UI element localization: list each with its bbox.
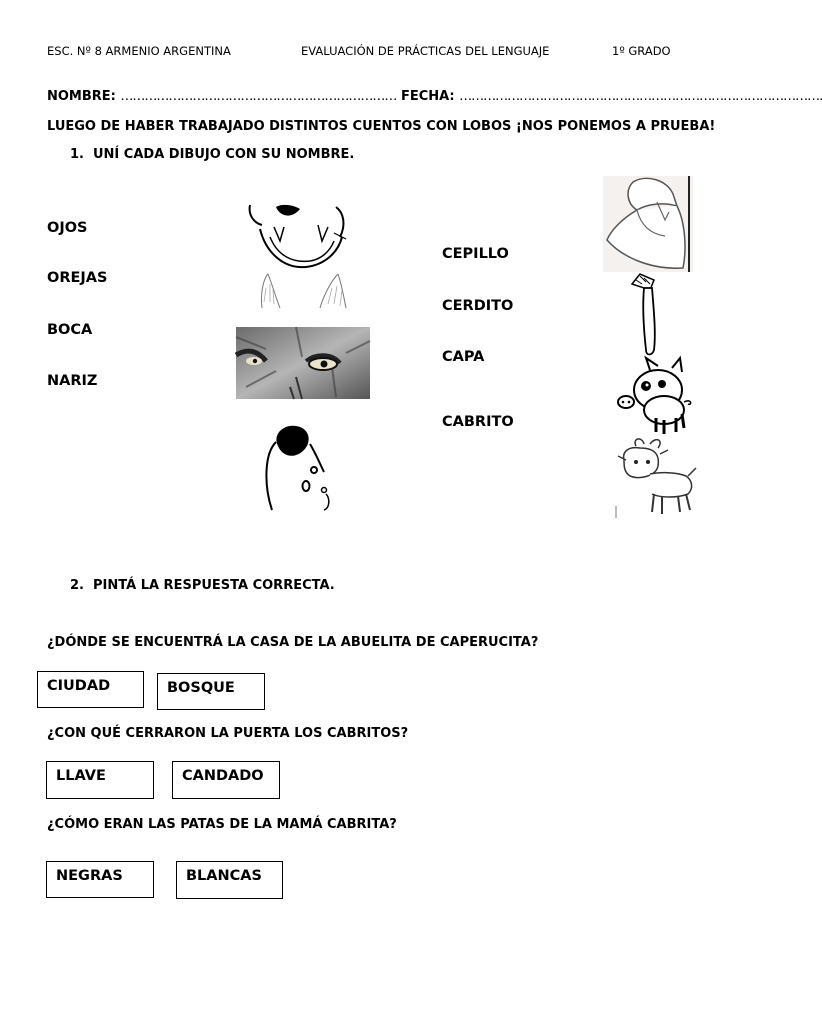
option-label: BOSQUE — [167, 680, 235, 696]
wolf-mouth-drawing — [248, 203, 350, 271]
question-3: ¿CÓMO ERAN LAS PATAS DE LA MAMÁ CABRITA? — [47, 817, 397, 832]
piglet-drawing — [616, 358, 698, 436]
option-label: NEGRAS — [56, 868, 123, 884]
exercise1-number: 1. — [70, 147, 84, 162]
option-label: LLAVE — [56, 768, 106, 784]
question-2: ¿CON QUÉ CERRARON LA PUERTA LOS CABRITOS? — [47, 726, 409, 741]
word-orejas: OREJAS — [47, 270, 108, 286]
word-cerdito: CERDITO — [442, 298, 514, 314]
name-line — [47, 89, 822, 104]
hood-cape-drawing — [603, 176, 693, 272]
option-label: BLANCAS — [186, 868, 262, 884]
wolf-eyes-photo — [236, 327, 370, 399]
subject-title: EVALUACIÓN DE PRÁCTICAS DEL LENGUAJE — [301, 44, 550, 58]
answer-option-bosque[interactable] — [157, 673, 265, 710]
date-dots: ………………………………………………………………………………. — [459, 89, 822, 104]
goat-kid-drawing — [616, 436, 698, 518]
exercise2-instruction: PINTÁ LA RESPUESTA CORRECTA. — [93, 578, 335, 593]
word-capa: CAPA — [442, 349, 485, 365]
answer-option-llave[interactable] — [46, 761, 154, 799]
wolf-ears-drawing — [258, 272, 350, 310]
question-1: ¿DÓNDE SE ENCUENTRÁ LA CASA DE LA ABUELITA DE CAPERUCITA? — [47, 635, 539, 650]
name-label: NOMBRE: — [47, 89, 116, 104]
exercise1-instruction: UNÍ CADA DIBUJO CON SU NOMBRE. — [93, 147, 355, 162]
intro-text: LUEGO DE HABER TRABAJADO DISTINTOS CUENTOS CON LOBOS ¡NOS PONEMOS A PRUEBA! — [47, 119, 716, 134]
answer-option-blancas[interactable] — [176, 861, 283, 899]
name-dots: …………………………………………………………… — [120, 89, 397, 104]
answer-option-negras[interactable] — [46, 861, 154, 898]
answer-option-candado[interactable] — [172, 761, 280, 799]
word-ojos: OJOS — [47, 220, 88, 236]
word-cepillo: CEPILLO — [442, 246, 509, 262]
exercise2-number: 2. — [70, 578, 84, 593]
wolf-nose-drawing — [264, 424, 330, 512]
grade-label: 1º GRADO — [612, 44, 671, 58]
word-nariz: NARIZ — [47, 373, 98, 389]
date-label: FECHA: — [400, 89, 455, 104]
school-name: ESC. Nº 8 ARMENIO ARGENTINA — [47, 44, 231, 58]
word-boca: BOCA — [47, 322, 93, 338]
word-cabrito: CABRITO — [442, 414, 514, 430]
option-label: CANDADO — [182, 768, 264, 784]
option-label: CIUDAD — [47, 678, 111, 694]
toothbrush-drawing — [630, 272, 670, 356]
answer-option-ciudad[interactable] — [37, 671, 144, 708]
